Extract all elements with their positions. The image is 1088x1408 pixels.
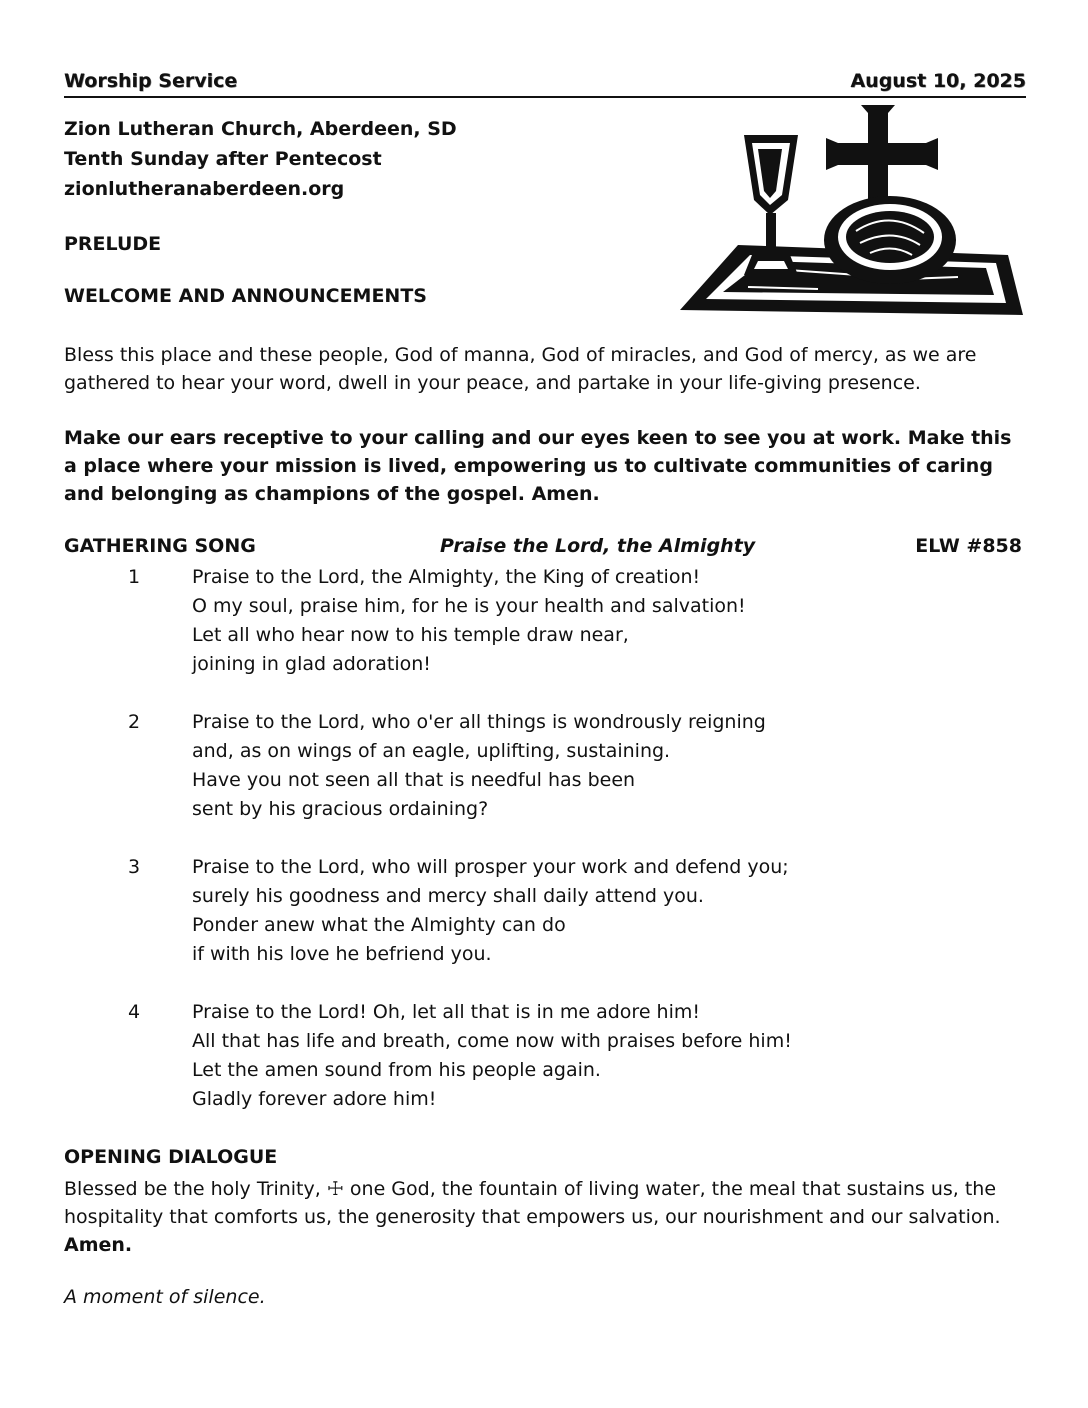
- verse-line: Have you not seen all that is needful has been: [192, 769, 636, 791]
- church-name: Zion Lutheran Church, Aberdeen, SD: [64, 118, 457, 140]
- verse-line: Gladly forever adore him!: [192, 1088, 437, 1110]
- chalice-bread-cross-illustration: [678, 105, 1026, 320]
- dialogue-amen: Amen.: [64, 1234, 133, 1256]
- header-date: August 10, 2025: [850, 70, 1026, 92]
- verse-line: if with his love he befriend you.: [192, 943, 492, 965]
- church-website: zionlutheranaberdeen.org: [64, 178, 345, 200]
- church-info: [64, 114, 457, 204]
- song-label: GATHERING SONG: [64, 535, 256, 557]
- verse-line: sent by his gracious ordaining?: [192, 798, 489, 820]
- verse-line: surely his goodness and mercy shall daily attend you.: [192, 885, 704, 907]
- response-paragraph: Make our ears receptive to your calling and our eyes keen to see you at work. Make this a place where your mission is lived, empowering us to cultivate communities of caring and belonging as champions of the gospel. Amen.: [64, 427, 1012, 505]
- verse-line: O my soul, praise him, for he is your health and salvation!: [192, 595, 746, 617]
- opening-dialogue-text: [64, 1175, 1026, 1259]
- opening-dialogue-heading: OPENING DIALOGUE: [64, 1146, 278, 1168]
- silence-rubric: A moment of silence.: [64, 1286, 266, 1308]
- verse-line: Praise to the Lord, who o'er all things is wondrously reigning: [192, 711, 766, 733]
- verse-line: Praise to the Lord, the Almighty, the King of creation!: [192, 566, 701, 588]
- header-title: Worship Service: [64, 70, 238, 92]
- verse-line: Praise to the Lord! Oh, let all that is in me adore him!: [192, 1001, 700, 1023]
- verse-line: Let all who hear now to his temple draw near,: [192, 624, 629, 646]
- verse-number: 4: [128, 1001, 141, 1023]
- prelude-heading: PRELUDE: [64, 233, 162, 255]
- song-number: ELW #858: [915, 535, 1022, 557]
- bulletin-page: [64, 0, 1026, 1408]
- verse-line: All that has life and breath, come now with praises before him!: [192, 1030, 792, 1052]
- verse-line: joining in glad adoration!: [192, 653, 431, 675]
- song-title: Praise the Lord, the Almighty: [440, 535, 756, 557]
- verse-line: Let the amen sound from his people again.: [192, 1059, 601, 1081]
- verse-number: 3: [128, 856, 141, 878]
- verse-number: 1: [128, 566, 141, 588]
- page-header: [64, 68, 1026, 98]
- verse-line: Praise to the Lord, who will prosper your work and defend you;: [192, 856, 789, 878]
- dialogue-text: Blessed be the holy Trinity, ☩ one God, the fountain of living water, the meal that sustains us, the hospitality that comforts us, the generosity that empowers us, our nourishment and our salvation.: [64, 1178, 1001, 1228]
- verse-line: Ponder anew what the Almighty can do: [192, 914, 566, 936]
- verse-line: and, as on wings of an eagle, uplifting, sustaining.: [192, 740, 671, 762]
- church-sunday: Tenth Sunday after Pentecost: [64, 148, 382, 170]
- verse-number: 2: [128, 711, 141, 733]
- blessing-paragraph: Bless this place and these people, God of manna, God of miracles, and God of mercy, as we are gathered to hear your word, dwell in your peace, and partake in your life-giving presence.: [64, 344, 977, 394]
- welcome-heading: WELCOME AND ANNOUNCEMENTS: [64, 285, 427, 307]
